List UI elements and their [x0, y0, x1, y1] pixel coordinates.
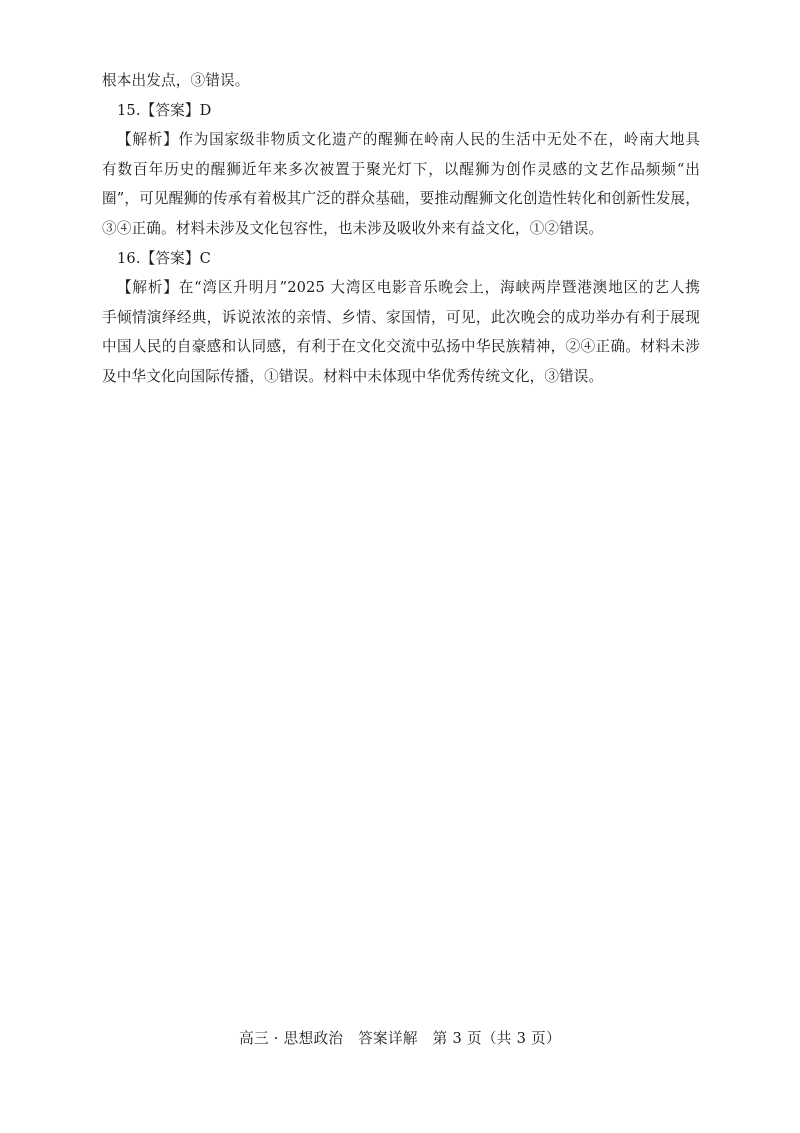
analysis-16-line: 中国人民的自豪感和认同感，有利于在文化交流中弘扬中华民族精神，②④正确。材料未涉 — [102, 338, 700, 356]
answer-content — [102, 66, 700, 392]
analysis-15-line: 有数百年历史的醒狮近年来多次被置于聚光灯下，以醒狮为创作灵感的文艺作品频频“出 — [102, 160, 700, 178]
analysis-15-line: 【解析】作为国家级非物质文化遗产的醒狮在岭南人民的生活中无处不在，岭南大地具 — [117, 131, 700, 149]
page-footer: 高三 · 思想政治 答案详解 第 3 页（共 3 页） — [239, 1030, 561, 1047]
analysis-15-line: 圈”，可见醒狮的传承有着极其广泛的群众基础，要推动醒狮文化创造性转化和创新性发展， — [102, 190, 700, 208]
analysis-16-line: 及中华文化向国际传播，①错误。材料中未体现中华优秀传统文化，③错误。 — [102, 367, 604, 385]
analysis-16-line: 【解析】在“湾区升明月”2025 大湾区电影音乐晚会上，海峡两岸暨港澳地区的艺人携 — [117, 279, 700, 297]
answer-16-heading: 16.【答案】C — [117, 249, 211, 267]
analysis-15-line: ③④正确。材料未涉及文化包容性，也未涉及吸收外来有益文化，①②错误。 — [102, 219, 604, 237]
analysis-16-line: 手倾情演绎经典，诉说浓浓的亲情、乡情、家国情，可见，此次晚会的成功举办有利于展现 — [102, 308, 700, 326]
answer-15-heading: 15.【答案】D — [117, 101, 212, 119]
text-line: 根本出发点，③错误。 — [102, 72, 250, 89]
